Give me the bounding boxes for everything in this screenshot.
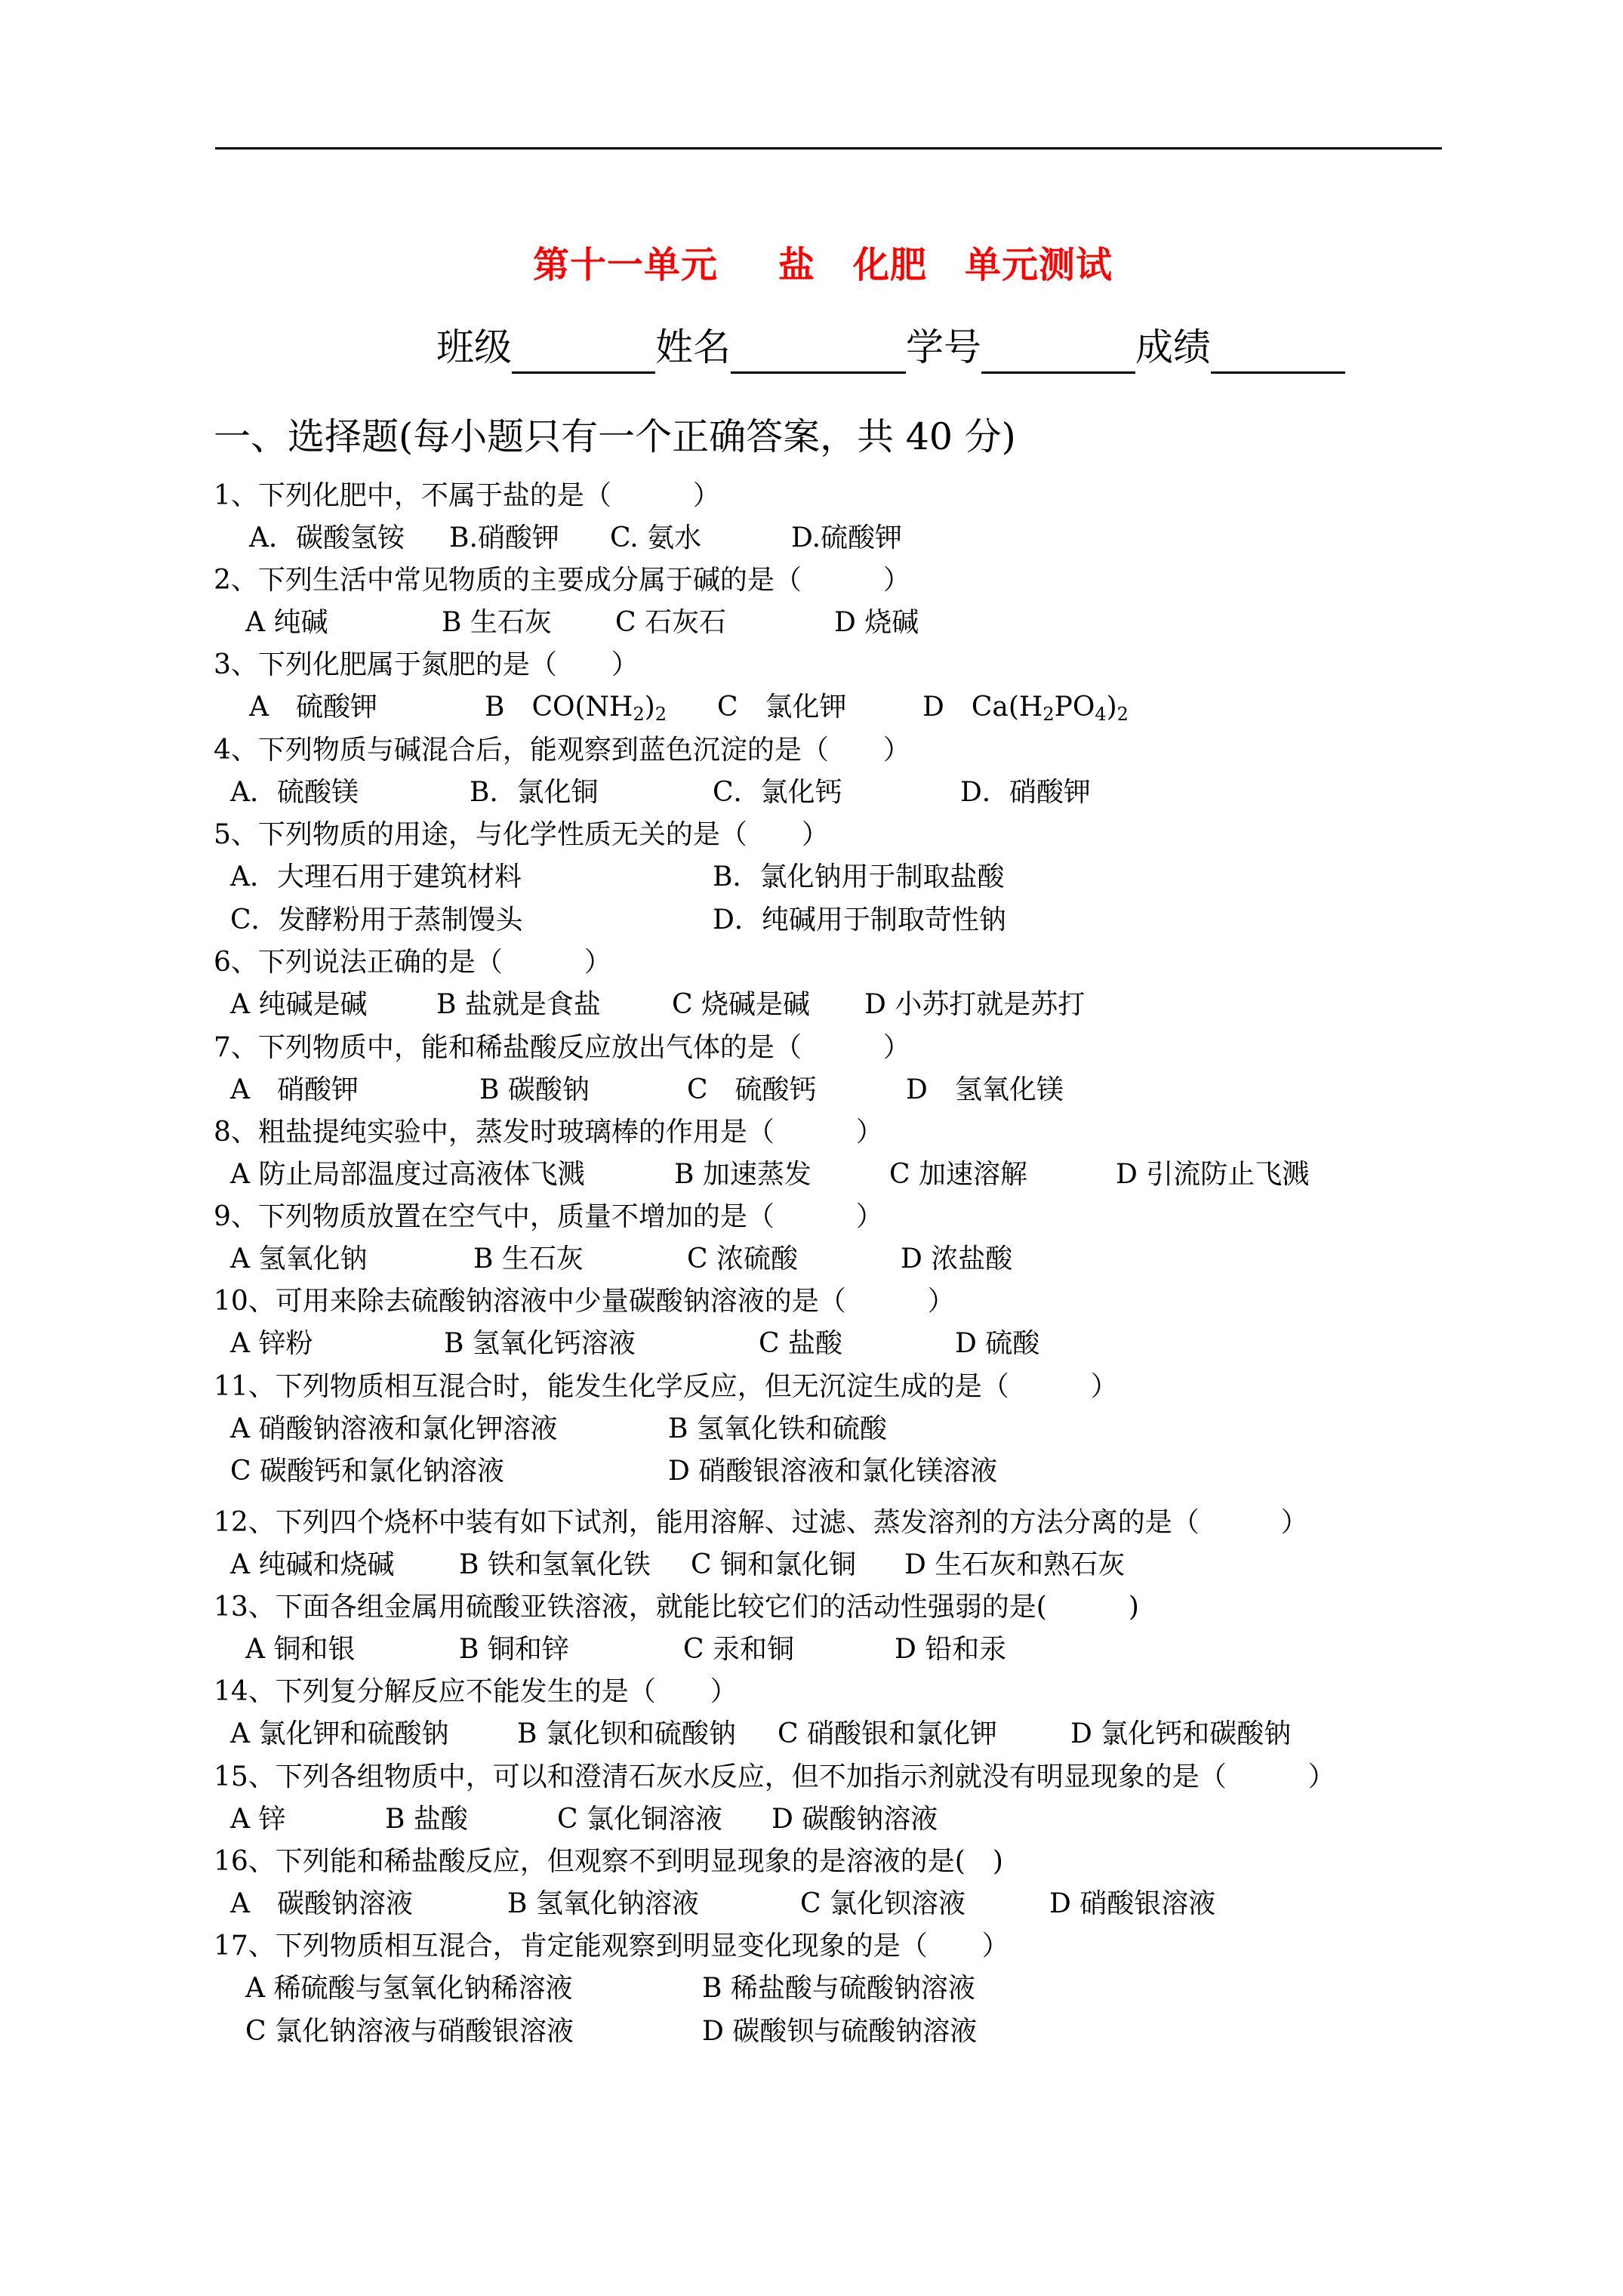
option-a: A．碳酸氢铵 bbox=[249, 522, 405, 553]
option-c: C 氯化钾 bbox=[717, 692, 847, 723]
option-a: A 纯碱是碱 bbox=[230, 989, 368, 1020]
question-stem: 13、下面各组金属用硫酸亚铁溶液，就能比较它们的活动性强弱的是( ) bbox=[214, 1592, 1139, 1623]
option-c: C．发酵粉用于蒸制馒头 bbox=[230, 905, 523, 935]
top-rule bbox=[215, 147, 1442, 149]
option-a: A 硝酸钾 bbox=[230, 1074, 359, 1105]
option-c: C 石灰石 bbox=[615, 607, 726, 638]
option-d: D．纯碱用于制取苛性钠 bbox=[713, 905, 1006, 935]
question-stem: 5、下列物质的用途，与化学性质无关的是（ ） bbox=[214, 819, 829, 850]
option-d: D 烧碱 bbox=[834, 607, 919, 638]
option-c: C 铜和氯化铜 bbox=[691, 1549, 856, 1580]
option-d: D 硫酸 bbox=[955, 1328, 1040, 1359]
class-label: 班级 bbox=[436, 325, 512, 369]
option-a: A 硝酸钠溶液和氯化钾溶液 bbox=[230, 1413, 558, 1444]
option-c: C 氯化钠溶液与硝酸银溶液 bbox=[245, 2016, 574, 2047]
option-b: B 氢氧化钠溶液 bbox=[507, 1888, 699, 1919]
option-a: A 硫酸钾 bbox=[249, 692, 377, 723]
question-stem: 6、下列说法正确的是（ ） bbox=[214, 947, 611, 978]
option-d: D 碳酸钠溶液 bbox=[771, 1804, 938, 1835]
option-b: B 盐就是食盐 bbox=[436, 989, 601, 1020]
option-c: C 氯化铜溶液 bbox=[557, 1804, 722, 1835]
name-blank[interactable] bbox=[731, 329, 906, 374]
option-d: D 浓盐酸 bbox=[901, 1244, 1013, 1274]
question-stem: 9、下列物质放置在空气中，质量不增加的是（ ） bbox=[214, 1201, 883, 1232]
student-id-blank[interactable] bbox=[981, 329, 1135, 374]
option-a: A．大理石用于建筑材料 bbox=[230, 861, 522, 892]
question-stem: 15、下列各组物质中，可以和澄清石灰水反应，但不加指示剂就没有明显现象的是（ ） bbox=[214, 1761, 1335, 1792]
name-label: 姓名 bbox=[655, 325, 731, 369]
option-d: D 氢氧化镁 bbox=[906, 1074, 1064, 1105]
option-a: A 稀硫酸与氢氧化钠稀溶液 bbox=[245, 1973, 573, 2004]
title-fertilizer: 化肥 bbox=[853, 244, 928, 286]
option-b: B 生石灰 bbox=[473, 1244, 584, 1274]
option-a: A 锌 bbox=[230, 1804, 286, 1835]
option-c: C. 氨水 bbox=[610, 522, 702, 553]
option-c: C 浓硫酸 bbox=[687, 1244, 798, 1274]
option-b: B 铜和锌 bbox=[459, 1634, 569, 1665]
page-title bbox=[0, 236, 1623, 288]
option-c: C 氯化钡溶液 bbox=[800, 1888, 965, 1919]
title-test: 单元测试 bbox=[965, 244, 1113, 286]
option-b: B 氯化钡和硫酸钠 bbox=[517, 1718, 736, 1749]
question-stem: 4、下列物质与碱混合后，能观察到蓝色沉淀的是（ ） bbox=[214, 735, 910, 766]
option-c: C 盐酸 bbox=[759, 1328, 842, 1359]
option-d: D．硝酸钾 bbox=[960, 777, 1091, 808]
option-d: D 引流防止飞溅 bbox=[1116, 1159, 1310, 1190]
option-b: B 铁和氢氧化铁 bbox=[459, 1549, 651, 1580]
question-stem: 3、下列化肥属于氮肥的是（ ） bbox=[214, 649, 639, 680]
score-label: 成绩 bbox=[1135, 325, 1211, 369]
option-d: D 小苏打就是苏打 bbox=[864, 989, 1086, 1020]
option-c: C 碳酸钙和氯化钠溶液 bbox=[230, 1456, 504, 1487]
option-c: C 烧碱是碱 bbox=[672, 989, 810, 1020]
option-b: B 碳酸钠 bbox=[479, 1074, 590, 1105]
student-info-line bbox=[436, 321, 1345, 374]
question-stem: 10、可用来除去硫酸钠溶液中少量碳酸钠溶液的是（ ） bbox=[214, 1286, 955, 1317]
option-b: B 氢氧化铁和硫酸 bbox=[668, 1413, 887, 1444]
option-a: A 锌粉 bbox=[230, 1328, 313, 1359]
score-blank[interactable] bbox=[1211, 329, 1345, 374]
option-c: C．氯化钙 bbox=[713, 777, 842, 808]
option-d: D 硝酸银溶液 bbox=[1049, 1888, 1216, 1919]
question-stem: 1、下列化肥中，不属于盐的是（ ） bbox=[214, 480, 720, 511]
option-b: B 加速蒸发 bbox=[674, 1159, 812, 1190]
title-unit: 第十一单元 bbox=[532, 244, 718, 286]
option-b: B 生石灰 bbox=[442, 607, 552, 638]
option-b: B $CO(NH_2)_2$ bbox=[485, 692, 667, 725]
option-a: A 铜和银 bbox=[245, 1634, 356, 1665]
option-a: A 纯碱和烧碱 bbox=[230, 1549, 395, 1580]
option-c: C 汞和铜 bbox=[683, 1634, 794, 1665]
option-c: C 硫酸钙 bbox=[687, 1074, 817, 1105]
option-a: A 氯化钾和硫酸钠 bbox=[230, 1718, 449, 1749]
option-d: D 铅和汞 bbox=[895, 1634, 1007, 1665]
option-a: A 碳酸钠溶液 bbox=[230, 1888, 413, 1919]
question-stem: 14、下列复分解反应不能发生的是（ ） bbox=[214, 1676, 738, 1707]
student-id-label: 学号 bbox=[906, 325, 981, 369]
question-stem: 7、下列物质中，能和稀盐酸反应放出气体的是（ ） bbox=[214, 1032, 910, 1063]
option-b: B．氯化铜 bbox=[470, 777, 599, 808]
option-a: A．硫酸镁 bbox=[230, 777, 359, 808]
question-stem: 12、下列四个烧杯中装有如下试剂，能用溶解、过滤、蒸发溶剂的方法分离的是（ ） bbox=[214, 1507, 1308, 1538]
option-a: A 氢氧化钠 bbox=[230, 1244, 368, 1274]
question-stem: 8、粗盐提纯实验中，蒸发时玻璃棒的作用是（ ） bbox=[214, 1117, 883, 1148]
option-b: B 盐酸 bbox=[385, 1804, 468, 1835]
option-c: C 硝酸银和氯化钾 bbox=[778, 1718, 997, 1749]
option-d: D 生石灰和熟石灰 bbox=[904, 1549, 1126, 1580]
class-blank[interactable] bbox=[512, 329, 655, 374]
option-c: C 加速溶解 bbox=[889, 1159, 1027, 1190]
option-a: A 纯碱 bbox=[245, 607, 328, 638]
option-b: B.硝酸钾 bbox=[449, 522, 559, 553]
section-heading: 一、选择题(每小题只有一个正确答案，共 40 分) bbox=[214, 415, 1016, 458]
question-stem: 2、下列生活中常见物质的主要成分属于碱的是（ ） bbox=[214, 565, 910, 596]
question-stem: 11、下列物质相互混合时，能发生化学反应，但无沉淀生成的是（ ） bbox=[214, 1371, 1118, 1402]
option-d: D 碳酸钡与硫酸钠溶液 bbox=[702, 2016, 978, 2047]
option-b: B 稀盐酸与硫酸钠溶液 bbox=[702, 1973, 975, 2004]
option-d: D 氯化钙和碳酸钠 bbox=[1070, 1718, 1292, 1749]
option-d: D.硫酸钾 bbox=[791, 522, 903, 553]
option-d: D 硝酸银溶液和氯化镁溶液 bbox=[668, 1456, 998, 1487]
option-b: B 氢氧化钙溶液 bbox=[444, 1328, 636, 1359]
question-stem: 16、下列能和稀盐酸反应，但观察不到明显现象的是溶液的是( ) bbox=[214, 1846, 1003, 1877]
option-b: B．氯化钠用于制取盐酸 bbox=[713, 861, 1005, 892]
option-d: D $Ca(H_2PO_4)_2$ bbox=[922, 692, 1129, 725]
question-stem: 17、下列物质相互混合，肯定能观察到明显变化现象的是（ ） bbox=[214, 1931, 1009, 1962]
title-salt: 盐 bbox=[778, 244, 815, 286]
option-a: A 防止局部温度过高液体飞溅 bbox=[230, 1159, 585, 1190]
